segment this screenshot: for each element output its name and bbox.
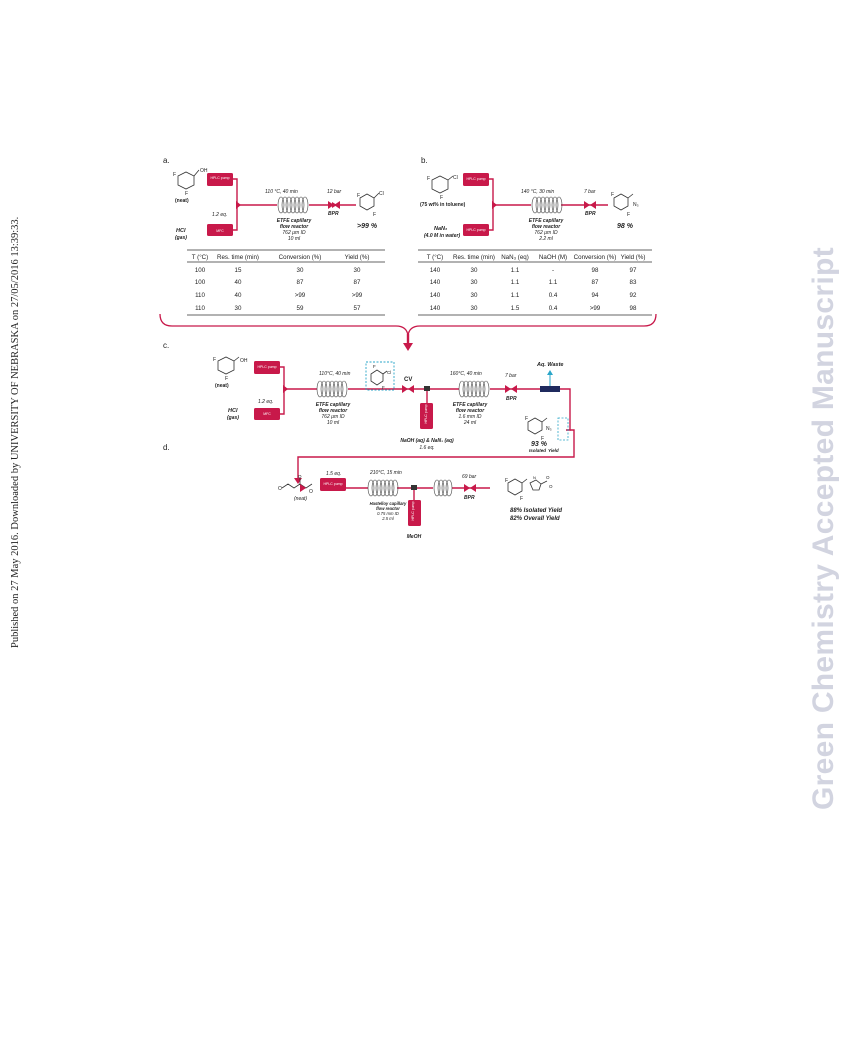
table-a-header: T (°C): [191, 254, 209, 261]
svg-text:N: N: [533, 475, 536, 480]
panel-d-reagent-label: (neat): [294, 496, 308, 502]
panel-b: [418, 156, 652, 315]
panel-d-pump1-label: HPLC pump: [323, 482, 343, 486]
panel-b-pump1-label: HPLC pump: [466, 177, 486, 181]
svg-text:OH: OH: [200, 168, 208, 174]
table-b-cell: 87: [591, 279, 599, 286]
panel-c-pressure: 7 bar: [505, 373, 517, 379]
svg-text:F: F: [382, 385, 385, 390]
panel-c-eq: 1.2 eq.: [258, 399, 274, 405]
table-b-cell: 1.1: [548, 279, 558, 286]
panel-c-reactor1-line2: flow reactor: [318, 408, 348, 414]
panel-c-reactor2-line1: ETFE capillary: [452, 402, 488, 408]
table-b-cell: 1.1: [510, 279, 520, 286]
panel-a-pressure: 12 bar: [327, 189, 342, 195]
panel-c-reagent2-sub: (gas): [227, 415, 239, 421]
panel-c-intermediate-highlight: [366, 362, 394, 390]
panel-a-bpr: BPR: [328, 211, 339, 217]
panel-c: [163, 341, 574, 484]
panel-d-feed: MeOH: [406, 534, 422, 540]
table-a-header: Res. time (min): [217, 254, 259, 261]
panel-b-reagent2-label: NaN₃: [434, 226, 448, 232]
panel-a-result: >99 %: [357, 223, 378, 230]
panel-c-reagent2-label: HCl: [228, 408, 238, 414]
svg-text:F: F: [225, 376, 229, 382]
panel-b-reactor-line3: 762 µm ID: [534, 230, 558, 236]
svg-text:O: O: [298, 474, 302, 479]
svg-text:Cl: Cl: [453, 175, 458, 181]
table-b-cell: 140: [429, 292, 441, 299]
svg-text:OH: OH: [240, 358, 248, 364]
panel-a-reactor-line3: 762 µm ID: [282, 230, 306, 236]
panel-a-pump2-label: MFC: [216, 229, 224, 233]
panel-d-pressure: 69 bar: [462, 474, 477, 480]
svg-text:F: F: [627, 212, 631, 218]
panel-b-pump2-label: HPLC pump: [466, 228, 486, 232]
svg-text:F: F: [357, 193, 361, 199]
table-b-header: Conversion (%): [573, 254, 617, 261]
table-a-cell: 87: [296, 279, 304, 286]
table-b-cell: 92: [629, 292, 637, 299]
panel-c-bpr: BPR: [506, 396, 517, 402]
panel-c-reactor2-line4: 24 ml: [463, 420, 477, 426]
panel-d-result1: 88% Isolated Yield: [510, 508, 563, 514]
panel-a-table: [187, 250, 385, 315]
panel-c-label: c.: [163, 341, 170, 350]
panel-b-bpr-valve: [584, 201, 596, 209]
panel-b-table: [418, 250, 652, 315]
panel-d-triazole-structure: [505, 475, 553, 502]
svg-text:F: F: [213, 357, 217, 363]
panel-a-eq: 1.2 eq.: [212, 212, 228, 218]
panel-a-reactor-line4: 10 ml: [287, 236, 301, 242]
table-a-cell: 57: [353, 305, 361, 312]
panel-c-reactor1-line4: 10 ml: [326, 420, 340, 426]
table-b-header: Res. time (min): [453, 254, 495, 261]
panel-c-reactor2-line2: flow reactor: [455, 408, 485, 414]
panel-a-conditions: 110 °C, 40 min: [265, 189, 298, 195]
panel-c-feed-eq: 1.6 eq.: [419, 445, 435, 451]
panel-b-chloride-structure: [427, 175, 458, 201]
svg-text:F: F: [427, 176, 431, 182]
panel-d-reactor-line1: Hastelloy capillary: [369, 501, 407, 506]
table-a-cell: 59: [296, 305, 304, 312]
table-b-cell: 0.4: [548, 305, 558, 312]
panel-a-reactor-line1: ETFE capillary: [276, 218, 312, 224]
panel-c-coil-reactor-1: [317, 381, 347, 397]
table-b-cell: 30: [470, 279, 478, 286]
table-b-cell: 140: [429, 305, 441, 312]
panel-b-bpr: BPR: [585, 211, 596, 217]
panel-c-reactor1-line3: 762 µm ID: [321, 414, 345, 420]
panel-b-reactor-line1: ETFE capillary: [528, 218, 564, 224]
table-b-cell: -: [551, 267, 555, 274]
table-b-cell: 98: [629, 305, 637, 312]
svg-text:F: F: [520, 496, 524, 502]
panel-a-reagent2-label: HCl: [176, 228, 186, 234]
table-a-cell: 100: [194, 279, 206, 286]
svg-text:F: F: [185, 191, 189, 197]
table-b-cell: 30: [470, 267, 478, 274]
table-b-cell: 140: [429, 267, 441, 274]
panel-d-reactor-line4: 2.5 ml: [382, 516, 394, 521]
panel-c-pump1-label: HPLC pump: [257, 365, 277, 369]
panel-c-azide-structure: [525, 416, 552, 442]
panel-a-reagent2-sub: (gas): [175, 235, 187, 241]
panel-c-pump2-label: MFC: [263, 412, 271, 416]
panel-b-coil-reactor: [532, 197, 562, 213]
svg-text:F: F: [525, 416, 529, 422]
panel-d-coil-reactor: [368, 480, 398, 496]
panel-c-conditions1: 110°C, 40 min: [319, 371, 351, 377]
panel-b-pressure: 7 bar: [584, 189, 596, 195]
panel-c-separator: [540, 370, 560, 392]
panel-b-result: 98 %: [617, 223, 633, 230]
panel-d-alkyne-ester-structure: [278, 474, 313, 495]
panel-c-pump3-label: HPLC pump: [424, 404, 428, 424]
panel-a-alcohol-structure: [173, 168, 208, 197]
table-b-cell: >99: [589, 305, 601, 312]
panel-c-alcohol-structure: [213, 357, 248, 382]
panel-a: [163, 156, 385, 315]
svg-text:F: F: [373, 212, 377, 218]
panel-c-yield-label2: Yield: [548, 448, 559, 453]
panel-c-reagent1-label: (neat): [215, 383, 229, 389]
panel-a-product-structure: [357, 191, 384, 218]
panel-b-label: b.: [421, 156, 428, 165]
panel-b-conditions: 140 °C, 30 min: [521, 189, 555, 195]
table-a-cell: 110: [195, 292, 205, 299]
panel-c-cv-label: CV: [404, 377, 413, 383]
table-b-header: Yield (%): [620, 254, 646, 261]
svg-text:O: O: [549, 484, 553, 489]
svg-text:Cl: Cl: [387, 370, 392, 375]
panel-d-eq: 1.5 eq.: [326, 471, 342, 477]
table-a-cell: 40: [234, 279, 242, 286]
panel-b-reagent2-sub: (4.0 M in water): [424, 233, 461, 239]
panel-c-bpr-valve: [505, 385, 517, 393]
svg-text:F: F: [505, 478, 509, 484]
panel-d-label: d.: [163, 443, 170, 452]
table-b-cell: 94: [591, 292, 599, 299]
panel-c-check-valve: [402, 385, 414, 393]
table-a-cell: 100: [194, 267, 206, 274]
panel-a-coil-reactor: [278, 197, 308, 213]
table-a-cell: 30: [296, 267, 304, 274]
panel-c-feed: NaOH (aq) & NaN₃ (aq): [400, 438, 454, 444]
panel-b-reactor-line4: 2.2 ml: [539, 236, 553, 242]
table-a-header: Yield (%): [344, 254, 370, 261]
table-b-cell: 97: [629, 267, 637, 274]
svg-text:F: F: [173, 172, 177, 178]
svg-text:O: O: [309, 489, 313, 495]
panel-b-reagent1-label: (75 wt% in toluene): [420, 202, 466, 208]
table-a-cell: 30: [234, 305, 242, 312]
publication-sidebar: Published on 27 May 2016. Downloaded by UNIVERSITY OF NEBRASKA on 27/05/2016 13:39:33.: [10, 216, 21, 648]
panel-c-reactor2-line3: 1.6 mm ID: [458, 414, 482, 420]
panel-d-reactor-line2: flow reactor: [376, 506, 400, 511]
panel-c-reactor1-line1: ETFE capillary: [315, 402, 351, 408]
table-b-header: NaOH (M): [538, 254, 568, 261]
table-a-header: Conversion (%): [278, 254, 322, 261]
panel-a-reagent1-label: (neat): [175, 198, 189, 204]
panel-c-yield-label1: Isolated: [529, 448, 547, 453]
table-b-header: NaN₃ (eq): [501, 254, 529, 261]
table-b-cell: 140: [429, 279, 441, 286]
panel-d-cooling-coil: [434, 480, 452, 496]
panel-c-conditions2: 160°C, 40 min: [450, 371, 482, 377]
table-b-cell: 1.1: [510, 267, 520, 274]
table-b-cell: 83: [629, 279, 637, 286]
panel-d-bpr-valve: [464, 484, 476, 492]
panel-c-coil-reactor-2: [459, 381, 489, 397]
svg-text:O: O: [546, 475, 550, 480]
table-b-cell: 1.1: [510, 292, 520, 299]
panel-d-bpr: BPR: [464, 495, 475, 501]
panel-a-pump1-label: HPLC pump: [210, 176, 230, 180]
table-a-cell: >99: [294, 292, 306, 299]
table-b-cell: 0.4: [548, 292, 558, 299]
svg-text:O: O: [278, 486, 282, 492]
table-a-cell: 15: [234, 267, 242, 274]
panel-a-label: a.: [163, 156, 170, 165]
svg-text:Cl: Cl: [379, 191, 384, 197]
panel-c-waste: Aq. Waste: [537, 362, 564, 368]
table-b-cell: 30: [470, 305, 478, 312]
panel-a-bpr-valve: [328, 201, 340, 209]
panel-d-pump2-label: HPLC pump: [411, 501, 415, 521]
panel-b-azide-structure: [611, 192, 639, 218]
table-a-cell: 40: [234, 292, 242, 299]
svg-text:F: F: [440, 195, 444, 201]
svg-text:F: F: [611, 192, 615, 198]
svg-text:F: F: [541, 436, 545, 442]
table-b-cell: 98: [591, 267, 599, 274]
panel-d-result2: 82% Overall Yield: [510, 516, 560, 522]
table-b-cell: 30: [470, 292, 478, 299]
panel-b-reactor-line2: flow reactor: [531, 224, 561, 230]
panel-c-yield: 93 %: [531, 441, 547, 448]
table-b-header: T (°C): [426, 254, 444, 261]
panel-a-reactor-line2: flow reactor: [279, 224, 309, 230]
svg-text:N₃: N₃: [546, 426, 552, 432]
table-a-cell: 110: [195, 305, 205, 312]
panel-d-reactor-line3: 0.75 mm ID: [377, 511, 399, 516]
table-a-cell: 87: [353, 279, 361, 286]
table-b-cell: 1.5: [510, 305, 520, 312]
table-a-cell: >99: [351, 292, 363, 299]
svg-text:F: F: [373, 364, 376, 369]
table-a-cell: 30: [353, 267, 361, 274]
svg-text:N₃: N₃: [633, 202, 639, 208]
panel-d-conditions: 210°C, 15 min: [370, 470, 402, 476]
combining-brace: [160, 314, 656, 351]
watermark: Green Chemistry Accepted Manuscript: [807, 247, 840, 810]
